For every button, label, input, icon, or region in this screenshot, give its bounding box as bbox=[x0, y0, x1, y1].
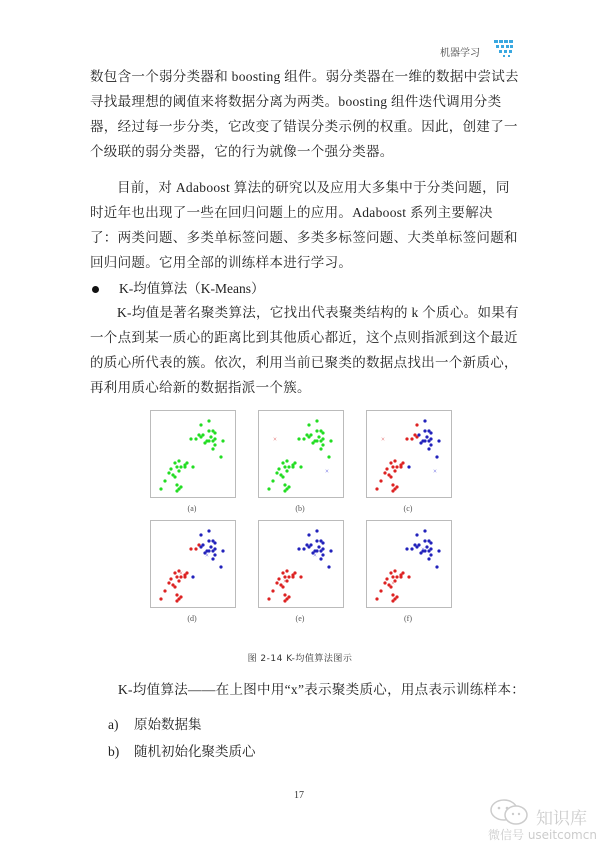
data-point bbox=[327, 455, 330, 458]
data-point bbox=[389, 475, 392, 478]
data-point bbox=[285, 459, 288, 462]
data-point bbox=[281, 571, 284, 574]
data-point bbox=[393, 569, 396, 572]
panel-a bbox=[150, 410, 236, 498]
centroid-marker: × bbox=[421, 545, 425, 554]
watermark-sub: 微信号 useitcomcn bbox=[488, 828, 597, 842]
data-point bbox=[207, 419, 210, 422]
data-point bbox=[277, 467, 280, 470]
data-point bbox=[429, 443, 432, 446]
data-point bbox=[315, 419, 318, 422]
scatter-d bbox=[151, 521, 235, 607]
data-point bbox=[423, 539, 426, 542]
data-point bbox=[389, 461, 392, 464]
data-point bbox=[410, 547, 413, 550]
data-point bbox=[213, 547, 216, 550]
data-point bbox=[194, 437, 197, 440]
data-point bbox=[221, 549, 224, 552]
panel-e bbox=[258, 520, 344, 608]
data-point bbox=[267, 597, 270, 600]
data-point bbox=[317, 435, 320, 438]
data-point bbox=[425, 545, 428, 548]
data-point bbox=[423, 419, 426, 422]
data-point bbox=[407, 575, 410, 578]
data-point bbox=[207, 529, 210, 532]
data-point bbox=[395, 595, 398, 598]
data-point bbox=[437, 549, 440, 552]
centroid-marker: × bbox=[391, 579, 395, 588]
data-point bbox=[297, 547, 300, 550]
data-point bbox=[307, 423, 310, 426]
data-point bbox=[213, 431, 216, 434]
data-point bbox=[175, 599, 178, 602]
data-point bbox=[159, 597, 162, 600]
centroid-marker: × bbox=[313, 551, 317, 560]
list-item bbox=[108, 713, 202, 733]
data-point bbox=[271, 479, 274, 482]
data-point bbox=[177, 579, 180, 582]
data-point bbox=[221, 439, 224, 442]
data-point bbox=[285, 469, 288, 472]
data-point bbox=[315, 429, 318, 432]
scatter-c bbox=[367, 411, 451, 497]
data-point bbox=[283, 483, 286, 486]
data-point bbox=[179, 595, 182, 598]
data-point bbox=[321, 431, 324, 434]
paragraph-kmeans: K-均值是著名聚类算法，它找出代表聚类结构的 k 个质心。如果有一个点到某一质心的距离比到其他质心都近，这个点则指派到这个最近的质心所代表的簇。依次，利用当前已聚类的数据点找出一个新质心，再利用质心给新的数据指派一个簇。 bbox=[90, 305, 519, 395]
data-point bbox=[179, 465, 182, 468]
data-point bbox=[291, 573, 294, 576]
running-header: 机器学习 bbox=[440, 48, 480, 59]
data-point bbox=[209, 435, 212, 438]
data-point bbox=[375, 487, 378, 490]
data-point bbox=[209, 545, 212, 548]
data-point bbox=[393, 469, 396, 472]
data-point bbox=[319, 557, 322, 560]
data-point bbox=[179, 485, 182, 488]
data-point bbox=[391, 593, 394, 596]
data-point bbox=[417, 433, 420, 436]
data-point bbox=[175, 465, 178, 468]
data-point bbox=[211, 447, 214, 450]
data-point bbox=[429, 431, 432, 434]
section-heading bbox=[92, 277, 264, 297]
data-point bbox=[435, 455, 438, 458]
data-point bbox=[213, 541, 216, 544]
data-point bbox=[395, 575, 398, 578]
data-point bbox=[175, 483, 178, 486]
data-point bbox=[405, 437, 408, 440]
bullet-icon bbox=[92, 286, 99, 293]
data-point bbox=[395, 485, 398, 488]
data-point bbox=[315, 539, 318, 542]
data-point bbox=[302, 437, 305, 440]
data-point bbox=[191, 465, 194, 468]
list-item bbox=[108, 740, 256, 760]
centroid-marker: × bbox=[325, 467, 329, 476]
panel-c bbox=[366, 410, 452, 498]
data-point bbox=[173, 571, 176, 574]
centroid-marker: × bbox=[205, 551, 209, 560]
data-point bbox=[399, 463, 402, 466]
data-point bbox=[429, 553, 432, 556]
data-point bbox=[275, 471, 278, 474]
list-marker: b) bbox=[108, 744, 120, 759]
data-point bbox=[291, 463, 294, 466]
data-point bbox=[299, 465, 302, 468]
data-point bbox=[281, 585, 284, 588]
data-point bbox=[213, 437, 216, 440]
data-point bbox=[415, 423, 418, 426]
data-point bbox=[329, 439, 332, 442]
data-point bbox=[421, 439, 424, 442]
data-point bbox=[425, 435, 428, 438]
data-point bbox=[410, 437, 413, 440]
data-point bbox=[167, 581, 170, 584]
centroid-marker: × bbox=[273, 435, 277, 444]
data-point bbox=[415, 533, 418, 536]
panel-label-f: (f) bbox=[404, 614, 412, 623]
centroid-marker: × bbox=[283, 577, 287, 586]
data-point bbox=[435, 565, 438, 568]
data-point bbox=[207, 539, 210, 542]
list-text: 原始数据集 bbox=[134, 717, 202, 732]
data-point bbox=[219, 565, 222, 568]
data-point bbox=[287, 485, 290, 488]
data-point bbox=[163, 589, 166, 592]
data-point bbox=[385, 467, 388, 470]
data-point bbox=[429, 437, 432, 440]
data-point bbox=[287, 465, 290, 468]
data-point bbox=[267, 487, 270, 490]
data-point bbox=[173, 461, 176, 464]
panel-label-b: (b) bbox=[295, 504, 305, 513]
data-point bbox=[189, 437, 192, 440]
list-text: 随机初始化聚类质心 bbox=[134, 744, 256, 759]
data-point bbox=[283, 593, 286, 596]
data-point bbox=[207, 429, 210, 432]
data-point bbox=[391, 599, 394, 602]
data-point bbox=[437, 439, 440, 442]
scatter-e bbox=[259, 521, 343, 607]
panel-label-c: (c) bbox=[403, 504, 413, 513]
data-point bbox=[167, 471, 170, 474]
data-point bbox=[271, 589, 274, 592]
data-point bbox=[321, 541, 324, 544]
data-point bbox=[399, 573, 402, 576]
data-point bbox=[391, 489, 394, 492]
watermark-name: 知识库 bbox=[536, 809, 587, 829]
figure-caption: 图 2-14 K-均值算法图示 bbox=[247, 654, 353, 664]
data-point bbox=[391, 575, 394, 578]
data-point bbox=[317, 545, 320, 548]
data-point bbox=[307, 533, 310, 536]
data-point bbox=[183, 463, 186, 466]
data-point bbox=[379, 589, 382, 592]
data-point bbox=[177, 469, 180, 472]
data-point bbox=[275, 581, 278, 584]
scatter-b bbox=[259, 411, 343, 497]
data-point bbox=[329, 549, 332, 552]
data-point bbox=[175, 593, 178, 596]
data-point bbox=[313, 439, 316, 442]
data-point bbox=[319, 447, 322, 450]
centroid-marker: × bbox=[381, 435, 385, 444]
watermark bbox=[488, 798, 597, 842]
data-point bbox=[205, 439, 208, 442]
data-point bbox=[201, 543, 204, 546]
data-point bbox=[199, 423, 202, 426]
data-point bbox=[159, 487, 162, 490]
centroid-marker: × bbox=[433, 467, 437, 476]
data-point bbox=[327, 565, 330, 568]
data-point bbox=[219, 455, 222, 458]
data-point bbox=[393, 459, 396, 462]
section-title: K-均值算法（K-Means） bbox=[119, 281, 265, 296]
panel-label-a: (a) bbox=[187, 504, 197, 513]
data-point bbox=[427, 557, 430, 560]
data-point bbox=[283, 489, 286, 492]
data-point bbox=[302, 547, 305, 550]
data-point bbox=[194, 547, 197, 550]
data-point bbox=[169, 467, 172, 470]
data-point bbox=[177, 459, 180, 462]
data-point bbox=[429, 541, 432, 544]
triangle-dots-logo-icon bbox=[494, 40, 516, 60]
scatter-a bbox=[151, 411, 235, 497]
data-point bbox=[163, 479, 166, 482]
data-point bbox=[407, 465, 410, 468]
data-point bbox=[405, 547, 408, 550]
panel-f bbox=[366, 520, 452, 608]
data-point bbox=[211, 557, 214, 560]
data-point bbox=[281, 475, 284, 478]
panel-d bbox=[150, 520, 236, 608]
data-point bbox=[391, 483, 394, 486]
data-point bbox=[423, 529, 426, 532]
data-point bbox=[283, 599, 286, 602]
kmeans-figure bbox=[150, 410, 470, 636]
data-point bbox=[315, 529, 318, 532]
paragraph-adaboost: 目前，对 Adaboost 算法的研究以及应用大多集中于分类问题，同时近年也出现了一些在回归问题上的应用。Adaboost 系列主要解决了：两类问题、多类单标签问题、多类多标签问题、大类单标签问题和回归问题。它用全部的训练样本进行学习。 bbox=[90, 180, 518, 270]
data-point bbox=[379, 479, 382, 482]
data-point bbox=[375, 597, 378, 600]
scatter-f bbox=[367, 521, 451, 607]
data-point bbox=[287, 575, 290, 578]
data-point bbox=[321, 553, 324, 556]
data-point bbox=[281, 461, 284, 464]
data-point bbox=[429, 547, 432, 550]
data-point bbox=[321, 547, 324, 550]
explanation-text: K-均值算法——在上图中用“x”表示聚类质心，用点表示训练样本： bbox=[118, 682, 526, 697]
data-point bbox=[201, 433, 204, 436]
data-point bbox=[383, 581, 386, 584]
list-marker: a) bbox=[108, 717, 119, 732]
data-point bbox=[297, 437, 300, 440]
data-point bbox=[175, 489, 178, 492]
data-point bbox=[385, 577, 388, 580]
data-point bbox=[309, 433, 312, 436]
data-point bbox=[183, 573, 186, 576]
panel-b bbox=[258, 410, 344, 498]
data-point bbox=[389, 571, 392, 574]
page-number: 17 bbox=[294, 790, 304, 801]
data-point bbox=[383, 471, 386, 474]
data-point bbox=[169, 577, 172, 580]
panel-label-d: (d) bbox=[187, 614, 197, 623]
data-point bbox=[321, 443, 324, 446]
data-point bbox=[199, 533, 202, 536]
data-point bbox=[189, 547, 192, 550]
wechat-icon bbox=[488, 798, 532, 826]
data-point bbox=[213, 553, 216, 556]
panel-label-e: (e) bbox=[295, 614, 305, 623]
data-point bbox=[321, 437, 324, 440]
data-point bbox=[299, 575, 302, 578]
data-point bbox=[427, 447, 430, 450]
data-point bbox=[277, 577, 280, 580]
paragraph-boosting: 数包含一个弱分类器和 boosting 组件。弱分类器在一维的数据中尝试去寻找最理想的阈值来将数据分离为两类。boosting 组件迭代调用分类器，经过每一步分类，它改变了错误分类示例的权重。因此，创建了一个级联的弱分类器，它的行为就像一个强分类器。 bbox=[90, 69, 519, 159]
data-point bbox=[287, 595, 290, 598]
data-point bbox=[191, 575, 194, 578]
data-point bbox=[423, 429, 426, 432]
data-point bbox=[309, 543, 312, 546]
data-point bbox=[391, 465, 394, 468]
data-point bbox=[283, 465, 286, 468]
data-point bbox=[395, 465, 398, 468]
data-point bbox=[173, 475, 176, 478]
data-point bbox=[213, 443, 216, 446]
data-point bbox=[285, 569, 288, 572]
data-point bbox=[173, 585, 176, 588]
centroid-marker: × bbox=[179, 569, 183, 578]
